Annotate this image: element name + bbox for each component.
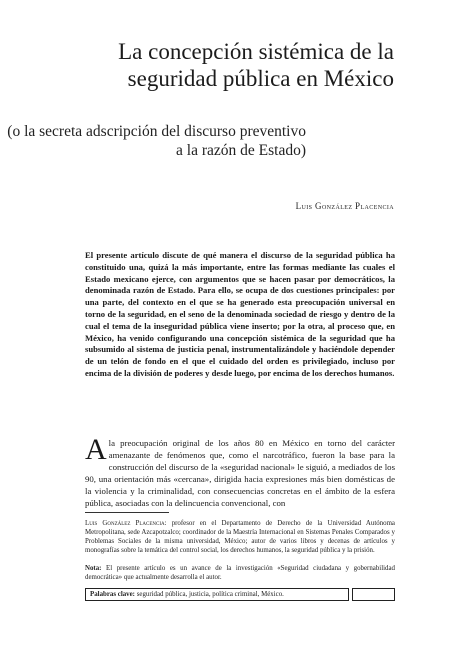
note-label: Nota: — [85, 565, 102, 572]
keywords-text: seguridad pública, justicia, política criminal, México. — [134, 591, 284, 598]
keywords-box — [85, 588, 349, 601]
abstract: El presente artículo discute de qué manera el discurso de la seguridad pública ha constituido una, quizá la más importante, entre las formas mediante las cuales el Estado mexicano ejerce, con argumentos que se hacen pasar por democráticos, la denominada razón de Estado. Para ello, se ocupa de dos cuestiones principales: por una parte, del contexto en el que se ha generado esta preocupación universal en torno de la seguridad, en el seno de la denominada sociedad de riesgo y dentro de la cual el tema de la inseguridad pública viene inserto; por la otra, al proceso que, en México, ha venido configurando una concepción sistémica de la seguridad que ha subsumido al sistema de justicia penal, instrumentalizándole y haciéndole depender de un telón de fondo en el que el cuidado del orden es privilegiado, incluso por encima de la división de poderes y desde luego, por encima de los derechos humanos. — [85, 250, 395, 378]
footnote-rule — [85, 512, 169, 513]
research-note — [85, 564, 395, 582]
body-paragraph — [85, 433, 395, 509]
author-footnote — [85, 519, 395, 555]
body-text: la preocupación original de los años 80 en México en torno del carácter amenazante de fenómenos que, como el narcotráfico, fueron la base para la construcción del discurso de la «seguridad nacional» le siguió, a mediados de los 90, una orientación más «cercana», dirigida hacia expresiones más bien domésticas de la violencia y la criminalidad, con consecuencias concretas en el ámbito de la esfera pública, asociadas con la delincuencia convencional, con — [85, 438, 395, 508]
footnote-author-name: Luis González Placencia — [85, 520, 165, 527]
keywords-side-box — [352, 588, 395, 601]
keywords-label: Palabras clave: — [90, 591, 135, 598]
article-title: La concepción sistémica de la seguridad pública en México — [118, 39, 394, 91]
drop-cap: A — [85, 433, 107, 466]
author-name: Luis González Placencia — [295, 201, 394, 211]
note-text: El presente artículo es un avance de la investigación «Seguridad ciudadana y gobernabilidad democrática» que actualmente desarrolla el autor. — [85, 565, 395, 581]
article-subtitle: (o la secreta adscripción del discurso preventivo a la razón de Estado) — [7, 123, 306, 159]
footnote-text: : profesor en el Departamento de Derecho de la Universidad Autónoma Metropolitana, sede Azcapotzalco; coordinador de la Maestría Internacional en Sistemas Penales Comparados y Problemas Sociales de la misma universidad, México; autor de varios libros y decenas de artículos y monografías sobre la temática del control social, los derechos humanos, la seguridad pública y la prisión. — [85, 520, 395, 554]
